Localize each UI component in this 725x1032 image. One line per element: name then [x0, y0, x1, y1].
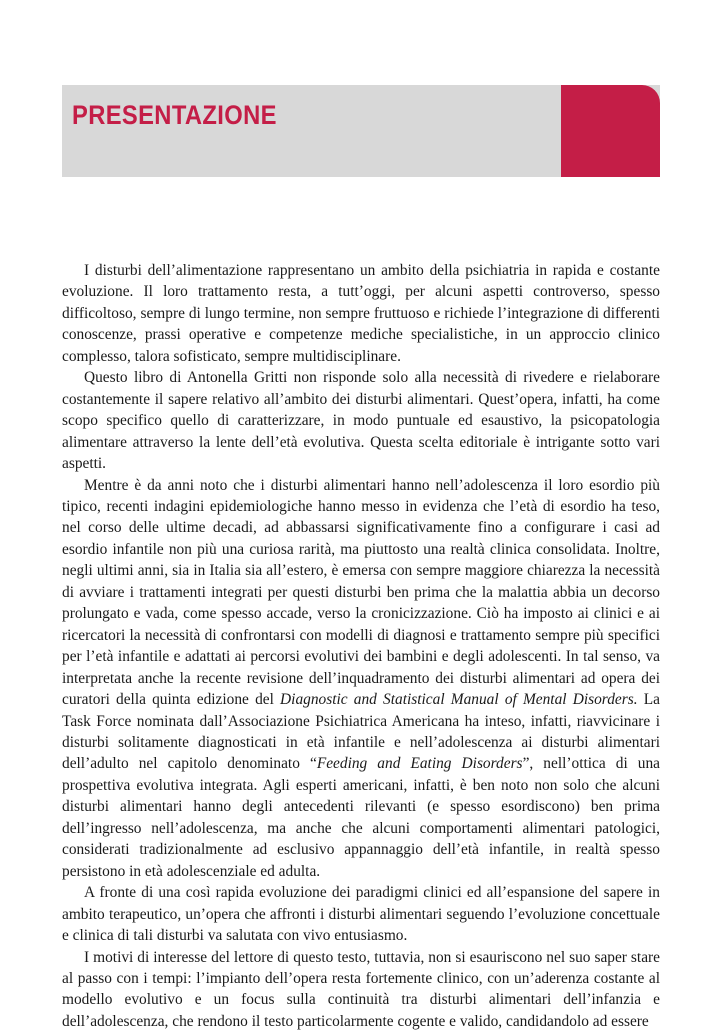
paragraph-text: Mentre è da anni noto che i disturbi alimentari hanno nell’adolescenza il loro esordio più tipico, recenti indagini epidemiologiche hanno messo in evidenza che l’età di esordio ha teso, nel corso delle ultime decadi, ad abbassarsi significativamente fino a configurare i casi ad esordio infantile non più una curiosa rarità, ma piuttosto una realtà clinica consolidata. Inoltre, negli ultimi anni, sia in Italia sia all’estero, è emersa con sempre maggiore chiarezza la necessità di avviare i trattamenti integrati per questi disturbi ben prima che la malattia abbia un decorso prolungato e vada, come spesso accade, verso la cronicizzazione. Ciò ha imposto ai clinici e ai ricercatori la necessità di confrontarsi con modelli di diagnosi e trattamento sempre più specifici per l’età infantile e adattati ai percorsi evolutivi dei bambini e degli adolescenti. In tal senso, va interpretata anche la recente revisione dell’inquadramento dei disturbi alimentari ad opera dei curatori della quinta edizione del: [62, 477, 660, 709]
paragraph: [62, 475, 660, 883]
paragraph-text: I motivi di interesse del lettore di questo testo, tuttavia, non si esauriscono nel suo saper stare al passo con i tempi: l’impianto dell’opera resta fortemente clinico, con un’aderenza costante al modello evolutivo e un focus sulla continuità tra disturbi alimentari dell’infanzia e dell’adolescenza, che rendono il testo particolarmente cogente e valido, candidandolo ad essere: [62, 949, 660, 1030]
paragraph-text: Questo libro di Antonella Gritti non risponde solo alla necessità di rivedere e rielaborare costantemente il sapere relativo all’ambito dei disturbi alimentari. Quest’opera, infatti, ha come scopo specifico quello di caratterizzare, in modo puntuale ed esaustivo, la psicopatologia alimentare attraverso la lente dell’età evolutiva. Questa scelta editoriale è intrigante sotto vari aspetti.: [62, 369, 660, 472]
paragraph-text: La Task Force nominata dall’Associazione Psichiatrica Americana ha inteso, infatti, riavvicinare i disturbi solitamente diagnosticati in età infantile e nell’adolescenza ai disturbi alimentari dell’adulto nel capitolo denominato “: [62, 691, 660, 772]
paragraph: [62, 260, 660, 367]
page-title: PRESENTAZIONE: [72, 100, 277, 131]
italic-title-text: Diagnostic and Statistical Manual of Mental Disorders.: [280, 691, 638, 708]
body-text: [62, 260, 660, 1032]
paragraph: [62, 367, 660, 474]
italic-title-text: Feeding and Eating Disorders: [317, 755, 523, 772]
paragraph-text: I disturbi dell’alimentazione rappresentano un ambito della psichiatria in rapida e costante evoluzione. Il loro trattamento resta, a tutt’oggi, per alcuni aspetti controverso, spesso difficoltoso, sempre di lungo termine, non sempre fruttuoso e richiede l’integrazione di differenti conoscenze, prassi operative e competenze mediche specialistiche, in un approccio clinico complesso, talora sofisticato, sempre multidisciplinare.: [62, 262, 660, 365]
paragraph: [62, 947, 660, 1032]
paragraph: [62, 882, 660, 946]
header-accent-tab: [561, 85, 660, 177]
paragraph-text: A fronte di una così rapida evoluzione dei paradigmi clinici ed all’espansione del sapere in ambito terapeutico, un’opera che affronti i disturbi alimentari seguendo l’evoluzione concettuale e clinica di tali disturbi va salutata con vivo entusiasmo.: [62, 884, 660, 944]
paragraph-text: ”, nell’ottica di una prospettiva evolutiva integrata. Agli esperti americani, infatti, è ben noto non solo che alcuni disturbi alimentari hanno degli antecedenti rilevanti (e spesso esordiscono) ben prima dell’ingresso nell’adolescenza, ma anche che alcuni comportamenti alimentari patologici, considerati tradizionalmente ad esclusivo appannaggio dell’età infantile, in realtà spesso persistono in età adolescenziale ed adulta.: [62, 755, 660, 879]
